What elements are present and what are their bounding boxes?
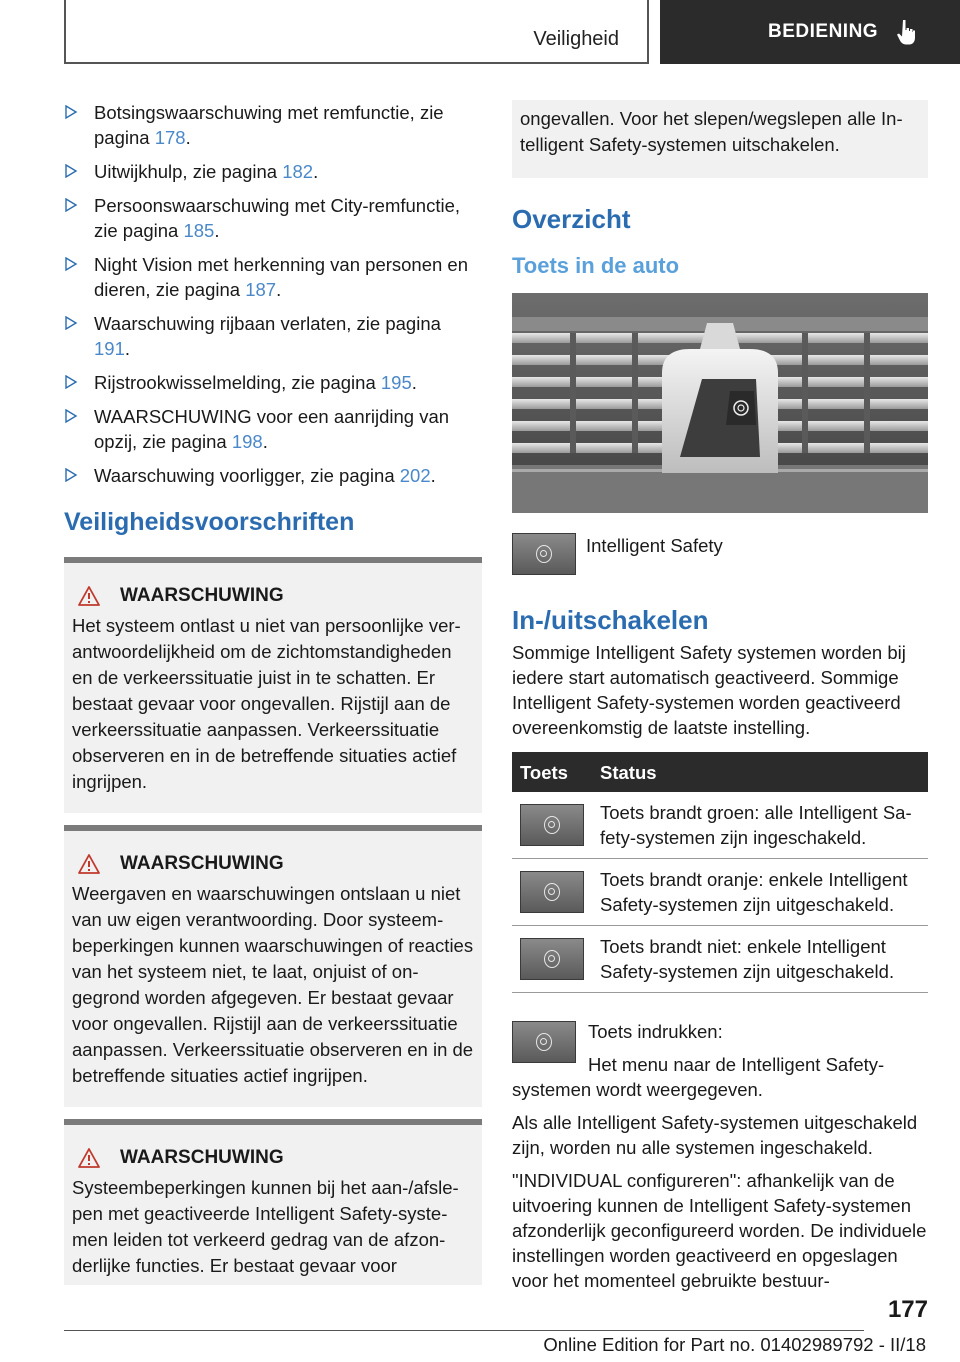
warning-box-3	[64, 1119, 482, 1285]
footer-edition: Online Edition for Part no. 01402989792 - II/18	[543, 1334, 926, 1355]
page-link-185[interactable]: 185	[183, 220, 215, 241]
button-status-table	[512, 752, 928, 993]
warning-continuation: ongevallen. Voor het slepen/wegslepen alle Intelligent Safety-systemen uitschakelen.	[512, 100, 928, 178]
para-all-off: Als alle Intelligent Safety-systemen uitgeschakeld zijn, worden nu alle systemen ingeschakeld.	[512, 1112, 918, 1158]
press-instruction: Toets indrukken:	[588, 1021, 723, 1042]
page-link-191[interactable]: 191	[94, 338, 125, 359]
heading-on-off: In-/uitschakelen	[512, 605, 709, 635]
list-item: Persoonswaarschuwing met City-remfunctie, zie pagina 185.	[64, 193, 482, 243]
warning-triangle-icon	[78, 586, 100, 606]
table-row	[512, 859, 928, 926]
list-item: Waarschuwing rijbaan verlaten, zie pagina 191.	[64, 311, 482, 361]
list-item: WAARSCHUWING voor een aanrijding van opzij, zie pagina 198.	[64, 404, 482, 454]
triangle-bullet-icon	[64, 164, 78, 178]
heading-safety-rules: Veiligheidsvoorschriften	[64, 508, 355, 536]
list-item: Botsingswaarschuwing met remfunctie, zie pagina 178.	[64, 100, 482, 150]
column-header-status: Status	[592, 752, 928, 792]
warning-text: Weergaven en waarschuwingen ontslaan u niet van uw eigen verantwoording. Door systeembeperkingen kunnen waarschuwingen of reacties van het systeem niet, te laat, onjuist of ongegrond worden afgegeven. Er bestaat gevaar voor ongevallen. Rijstijl aan de verkeerssituatie aanpassen. Verkeerssituatie observeren en in de betreffende situaties actief ingrijpen.	[72, 883, 474, 1086]
warning-title: WAARSCHUWING	[120, 1147, 284, 1168]
dashboard-button-photo	[512, 293, 928, 513]
intelligent-safety-button-icon	[512, 1021, 576, 1063]
header-chapter-title: BEDIENING	[768, 21, 879, 42]
page-link-198[interactable]: 198	[231, 431, 263, 452]
header-frame	[64, 0, 649, 64]
status-cell: Toets brandt groen: alle Intelligent Safety-systemen zijn ingeschakeld.	[592, 792, 928, 859]
header-section-title: Veiligheid	[533, 28, 619, 50]
warning-box-2	[64, 825, 482, 1107]
header-chapter-tab	[660, 0, 960, 64]
column-header-button: Toets	[512, 752, 592, 792]
page-link-182[interactable]: 182	[282, 161, 314, 182]
intelligent-safety-button-icon	[520, 938, 584, 980]
footer-divider	[64, 1330, 864, 1331]
triangle-bullet-icon	[64, 468, 78, 482]
page-number: 177	[887, 1296, 928, 1323]
vent-grille-illustration	[512, 293, 928, 513]
safety-systems-list	[64, 100, 482, 488]
triangle-bullet-icon	[64, 316, 78, 330]
warning-title: WAARSCHUWING	[120, 585, 284, 606]
list-item: Night Vision met herkenning van personen en dieren, zie pagina 187.	[64, 252, 482, 302]
right-column	[512, 100, 928, 1293]
page-link-195[interactable]: 195	[380, 372, 412, 393]
list-item: Waarschuwing voorligger, zie pagina 202.	[64, 463, 482, 488]
triangle-bullet-icon	[64, 409, 78, 423]
warning-title: WAARSCHUWING	[120, 853, 284, 874]
triangle-bullet-icon	[64, 375, 78, 389]
warning-text: Het systeem ontlast u niet van persoonlijke verantwoordelijkheid om de zichtomstandigheden en de verkeerssituatie juist in te schatten. Er bestaat gevaar voor ongevallen. Rijstijl aan de verkeerssituatie aanpassen. Verkeerssituatie observeren en in de betreffende situaties actief ingrijpen.	[72, 615, 461, 792]
warning-text: Systeembeperkingen kunnen bij het aan-/afslepen met geactiveerde Intelligent Safety-systemen leiden tot verkeerd gedrag van de afzonderlijke functies. Er bestaat gevaar voor	[72, 1177, 459, 1276]
heading-button-in-car: Toets in de auto	[512, 253, 680, 278]
para-individual: "INDIVIDUAL configureren": afhankelijk van de uitvoering kunnen de Intelligent Safety-systemen afzonderlijk geconfigureerd worden. De individuele instellingen worden geactiveerd en opgeslagen voor het momenteel gebruikte bestuur-	[512, 1170, 927, 1291]
warning-box-1	[64, 557, 482, 813]
table-row	[512, 926, 928, 993]
intelligent-safety-button-icon	[520, 804, 584, 846]
left-column	[64, 100, 482, 1285]
triangle-bullet-icon	[64, 257, 78, 271]
press-result: Het menu naar de Intelligent Safety-systemen wordt weergegeven.	[512, 1054, 885, 1100]
table-row	[512, 792, 928, 859]
pointing-hand-icon	[896, 19, 916, 45]
list-item: Uitwijkhulp, zie pagina 182.	[64, 159, 482, 184]
list-item: Rijstrookwisselmelding, zie pagina 195.	[64, 370, 482, 395]
page-link-202[interactable]: 202	[399, 465, 431, 486]
status-cell: Toets brandt niet: enkele Intelligent Safety-systemen zijn uitgeschakeld.	[592, 926, 928, 993]
warning-triangle-icon	[78, 1148, 100, 1168]
page-link-187[interactable]: 187	[245, 279, 277, 300]
onoff-intro: Sommige Intelligent Safety systemen worden bij iedere start automatisch geactiveerd. Sommige Intelligent Safety-systemen worden geactiveerd overeenkomstig de laatste instelling.	[512, 642, 906, 738]
triangle-bullet-icon	[64, 198, 78, 212]
heading-overview: Overzicht	[512, 204, 631, 234]
warning-triangle-icon	[78, 854, 100, 874]
triangle-bullet-icon	[64, 105, 78, 119]
intelligent-safety-button-icon	[520, 871, 584, 913]
status-cell: Toets brandt oranje: enkele Intelligent Safety-systemen zijn uitgeschakeld.	[592, 859, 928, 926]
page-link-178[interactable]: 178	[154, 127, 186, 148]
button-caption: Intelligent Safety	[586, 535, 723, 556]
intelligent-safety-button-icon	[512, 533, 576, 575]
